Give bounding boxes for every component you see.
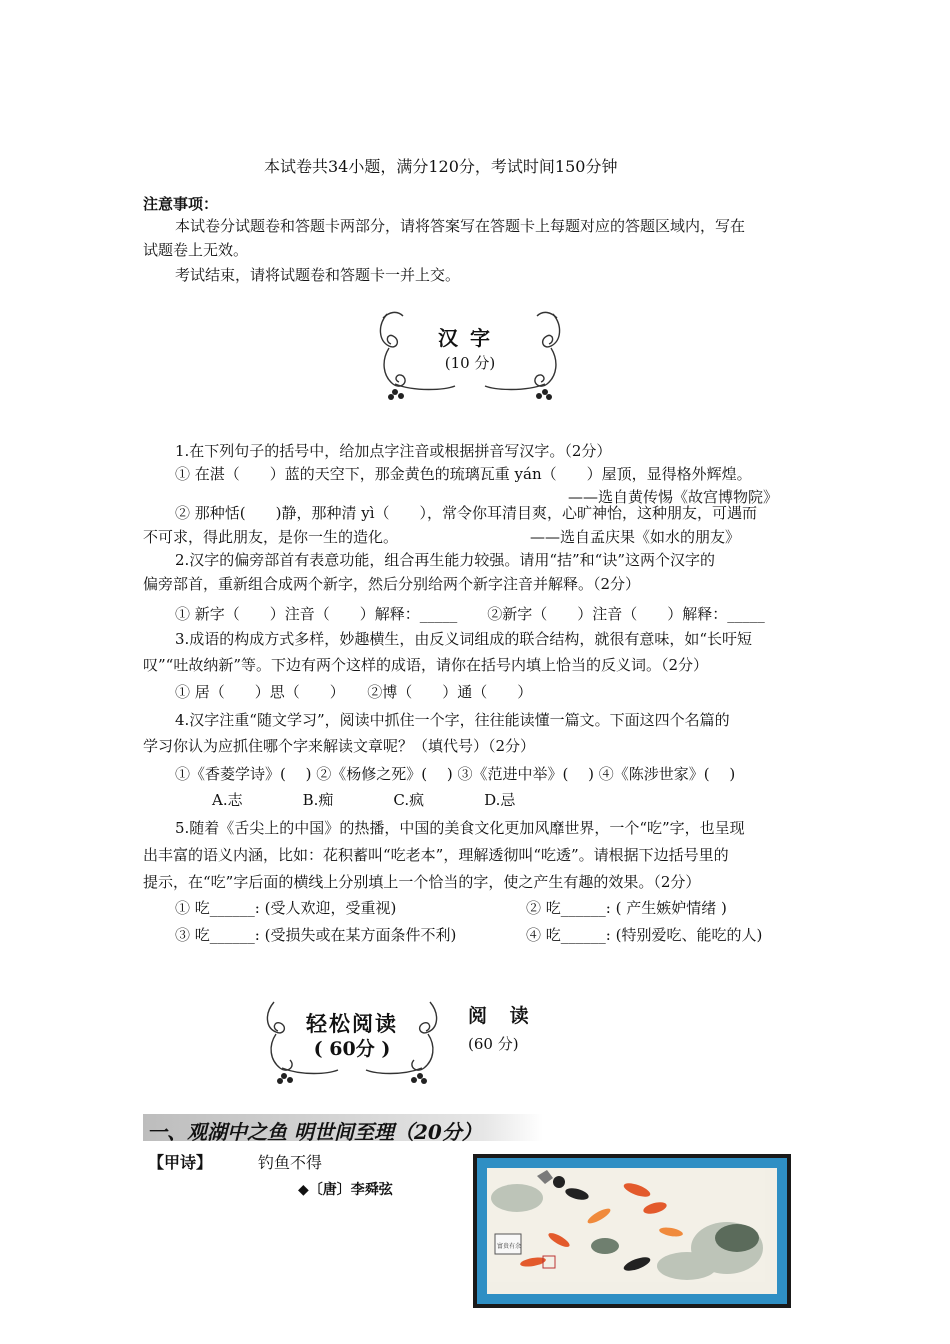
q5-answer: ③ 吃______: (受损失或在某方面条件不利) xyxy=(175,926,457,944)
notice-line: 本试卷分试题卷和答题卡两部分，请将答案写在答题卡上每题对应的答题区域内，写在 xyxy=(175,217,746,235)
q1-line: ① 在湛（ ）蓝的天空下，那金黄色的琉璃瓦重 yán（ ）屋顶，显得格外辉煌。 xyxy=(175,465,752,483)
section-points: (10 分) xyxy=(444,354,496,372)
q2-line: 偏旁部首，重新组合成两个新字，然后分别给两个新字注音并解释。（2分） xyxy=(143,575,641,593)
q4-line: 4.汉字注重“随文学习”，阅读中抓住一个字，往往能读懂一篇文。下面这四个名篇的 xyxy=(175,711,730,729)
q5-line: 提示，在“吃”字后面的横线上分别填上一个恰当的字，使之产生有趣的效果。（2分） xyxy=(143,873,701,891)
exam-info: 本试卷共34小题，满分120分，考试时间150分钟 xyxy=(264,157,618,176)
section-heading: 一、观湖中之鱼 明世间至理（20分） xyxy=(147,1120,482,1144)
notice-line: 考试结束，请将试题卷和答题卡一并上交。 xyxy=(175,266,461,284)
q4-items: ①《香菱学诗》( ) ②《杨修之死》( ) ③《范进中举》( ) ④《陈涉世家》( ) xyxy=(175,765,736,783)
poem-title: 钓鱼不得 xyxy=(258,1153,323,1172)
q2-line: 2.汉字的偏旁部首有表意功能，组合再生能力较强。请用“拮”和“诀”这两个汉字的 xyxy=(175,551,715,569)
section-title: 汉字 xyxy=(438,326,502,350)
section-title: 阅 读 xyxy=(468,1005,537,1027)
q5-answer: ① 吃______: (受人欢迎，受重视) xyxy=(175,899,397,917)
q3-answer: ① 居（ ）思（ ） ②博（ ）通（ ） xyxy=(175,683,533,701)
section-heading-bar xyxy=(143,1114,543,1144)
q3-line: 叹”“吐故纳新”等。下边有两个这样的成语，请你在括号内填上恰当的反义词。（2分） xyxy=(143,656,709,674)
q5-line: 5.随着《舌尖上的中国》的热播，中国的美食文化更加风靡世界，一个“吃”字，也呈现 xyxy=(175,819,745,837)
poem-tag: 【甲诗】 xyxy=(148,1153,213,1172)
notice-line: 试题卷上无效。 xyxy=(143,241,249,259)
notice-title: 注意事项： xyxy=(143,195,219,213)
section-frame-hanzi xyxy=(375,306,565,406)
section-inner-points: ( 60分 ) xyxy=(313,1038,391,1060)
q1-source: ——选自孟庆果《如水的朋友》 xyxy=(530,528,741,546)
q5-line: 出丰富的语义内涵，比如：花积蓄叫“吃老本”，理解透彻叫“吃透”。请根据下边括号里的 xyxy=(143,846,729,864)
q1-stem: 1.在下列句子的括号中，给加点字注音或根据拼音写汉字。（2分） xyxy=(175,442,612,460)
q4-line: 学习你认为应抓住哪个字来解读文章呢？（填代号）（2分） xyxy=(143,737,536,755)
koi-painting-image xyxy=(473,1154,791,1308)
q1-line: 不可求，得此朋友，是你一生的造化。 xyxy=(143,528,399,546)
q5-answer: ② 吃______: ( 产生嫉妒情绪 ) xyxy=(526,899,727,917)
q2-answer: ① 新字（ ）注音（ ）解释：_____ ②新字（ ）注音（ ）解释：_____ xyxy=(175,605,765,623)
poem-author: ◆〔唐〕李舜弦 xyxy=(298,1182,393,1198)
q3-line: 3.成语的构成方式多样，妙趣横生，由反义词组成的联合结构，就很有意味，如“长吁短 xyxy=(175,630,752,648)
q1-line: ② 那种恬( )静，那种清 yì（ ），常令你耳清目爽，心旷神怡，这种朋友，可遇而 xyxy=(175,504,758,522)
q4-options: A.志 B.痴 C.疯 D.忌 xyxy=(212,791,516,809)
q1-source: ——选自黄传惕《故宫博物院》 xyxy=(568,488,779,506)
section-frame-reading xyxy=(262,996,442,1088)
seal-text: 富贵有余 xyxy=(497,1243,522,1250)
koi-fish-icon xyxy=(487,1168,765,1282)
q5-answer: ④ 吃______: (特别爱吃、能吃的人) xyxy=(526,926,763,944)
section-points: (60 分) xyxy=(468,1035,519,1053)
section-inner-title: 轻松阅读 xyxy=(306,1011,398,1036)
